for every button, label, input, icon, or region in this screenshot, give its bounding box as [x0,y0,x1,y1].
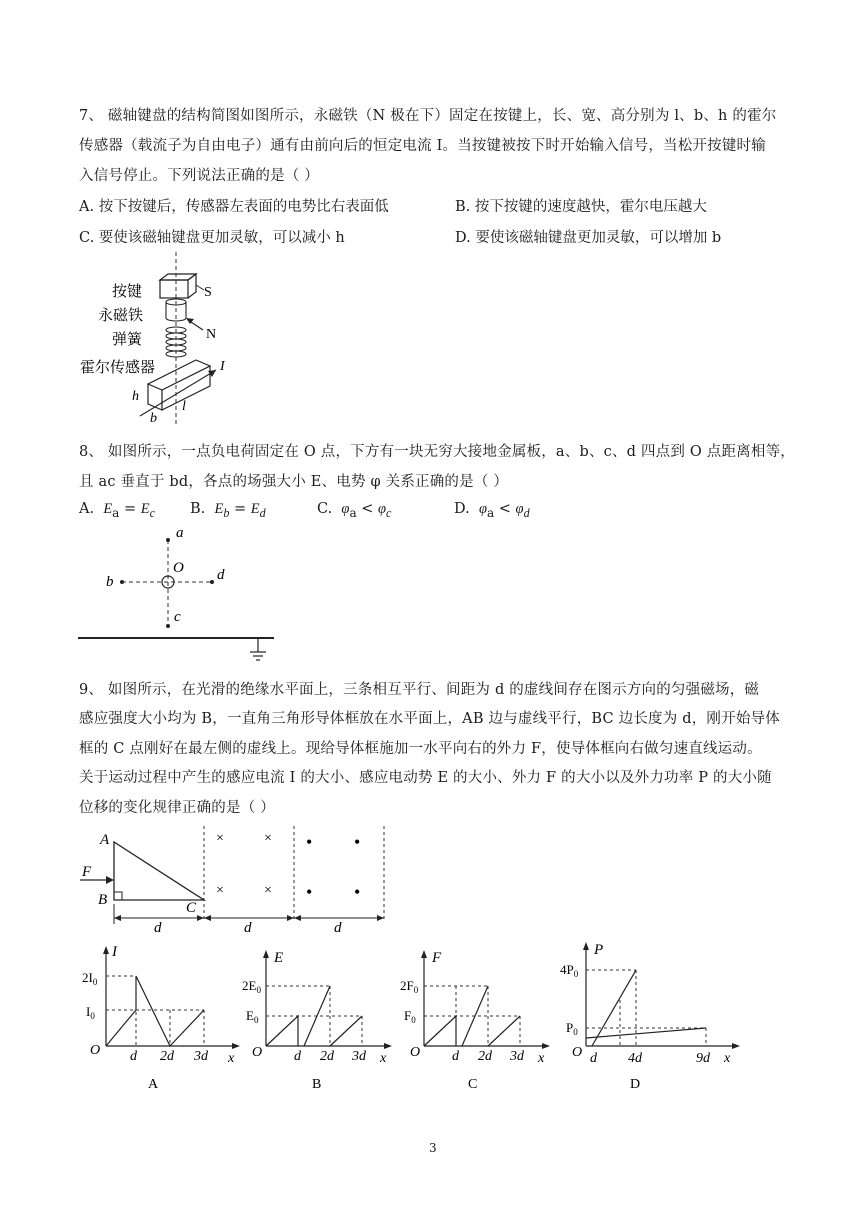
graph-a-mid-label: $I_0$ [86,1004,95,1021]
graph-c-top-label: $2F_0$ [400,978,419,995]
q7-label-n: N [206,327,217,342]
q9-cross-1: × [216,831,224,846]
q9-setup-figure [76,822,396,932]
graph-d-tick-3: 9d [696,1051,710,1066]
graph-c-tick-3: 3d [510,1049,524,1064]
graph-d-origin: O [572,1045,583,1060]
graph-a-x-label: x [228,1051,235,1066]
q7-label-sensor: 霍尔传感器 [80,360,156,376]
q9-graph-a [76,942,246,1092]
q9-dot-1: • [306,832,313,852]
q9-graph-d [560,934,750,1092]
q9-label-a: A [100,832,110,848]
q9-line-4: 关于运动过程中产生的感应电流 I 的大小、感应电动势 E 的大小、外力 F 的大小以及外力功率 P 的大小随 [79,770,772,786]
graph-c-tick-2: 2d [478,1049,492,1064]
graph-b-mid-label: $E_0$ [246,1008,259,1025]
graph-d-axis-label: P [594,942,604,958]
graph-c-tick-1: d [452,1049,459,1064]
q7-label-b: b [150,411,157,426]
q7-label-h: h [132,389,139,404]
graph-b-top-label: $2E_0$ [242,978,261,995]
q7-option-a: A. 按下按键后，传感器左表面的电势比右表面低 [79,199,389,215]
q9-label-d-2: d [244,920,252,932]
q9-cross-4: × [264,883,272,898]
q9-line-2: 感应强度大小均为 B，一直角三角形导体框放在水平面上，AB 边与虚线平行，BC 边长度为 d，刚开始导体 [79,711,780,727]
q7-label-s: S [204,285,212,300]
graph-c-origin: O [410,1045,421,1060]
q8-line-1: 8、 如图所示，一点负电荷固定在 O 点，下方有一块无穷大接地金属板，a、b、c、d 四点到 O 点距离相等， [79,444,795,460]
q9-label-b: B [98,892,108,908]
q9-label-d-1: d [154,920,162,932]
q8-option-c: C. $\varphi_a < \varphi_c$ [317,501,392,520]
graph-a-tick-1: d [130,1049,137,1064]
graph-a-tick-2: 2d [160,1049,174,1064]
q9-line-3: 框的 C 点刚好在最左侧的虚线上。现给导体框施加一水平向右的外力 F，使导体框向右做匀速直线运动。 [79,741,762,757]
q8-option-b: B. $E_b = E_d$ [190,501,266,520]
page-number: 3 [429,1141,437,1155]
q9-line-5: 位移的变化规律正确的是（ ） [79,800,275,816]
q9-cross-3: × [216,883,224,898]
q8-charge-figure [76,520,276,668]
q9-dot-2: • [354,832,361,852]
q7-label-spring: 弹簧 [112,332,143,348]
graph-d-caption: D [630,1077,641,1092]
q8-label-c: c [174,609,181,625]
q7-label-current: I [220,359,225,374]
graph-a-top-label: $2I_0$ [82,970,98,987]
q7-line-2: 传感器（载流子为自由电子）通有由前向后的恒定电流 I。当按键被按下时开始输入信号，当松开按键时输 [79,138,766,154]
q9-label-c: C [186,900,197,916]
graph-d-tick-2: 4d [628,1051,642,1066]
q8-label-b: b [106,574,114,590]
q7-line-3: 入信号停止。下列说法正确的是（ ） [79,168,320,184]
q9-graph-b [238,942,398,1092]
graph-c-x-label: x [538,1051,545,1066]
q9-graph-c [396,942,556,1092]
graph-d-top-label: $4P_0$ [560,962,579,979]
q7-line-1: 7、 磁轴键盘的结构简图如图所示，永磁铁（N 极在下）固定在按键上，长、宽、高分别为 l、b、h 的霍尔 [79,108,777,124]
graph-b-origin: O [252,1045,263,1060]
q9-label-d-3: d [334,920,342,932]
graph-b-tick-2: 2d [320,1049,334,1064]
q8-label-o: O [173,560,184,576]
graph-b-axis-label: E [274,950,284,966]
q7-option-b: B. 按下按键的速度越快，霍尔电压越大 [455,199,707,215]
graph-c-caption: C [468,1077,478,1092]
q7-label-magnet: 永磁铁 [98,308,144,324]
graph-c-mid-label: $F_0$ [404,1008,416,1025]
q9-line-1: 9、 如图所示，在光滑的绝缘水平面上，三条相互平行、间距为 d 的虚线间存在图示方向的匀强磁场，磁 [79,682,760,698]
graph-b-caption: B [312,1077,322,1092]
q8-option-d: D. $\varphi_a < \varphi_d$ [454,501,530,520]
q9-label-f: F [82,864,92,880]
q9-cross-2: × [264,831,272,846]
q7-keyboard-figure [78,252,248,427]
graph-a-tick-3: 3d [194,1049,208,1064]
q7-label-key: 按键 [112,284,143,300]
q8-label-a: a [176,525,184,541]
graph-d-x-label: x [724,1051,731,1066]
q7-option-c: C. 要使该磁轴键盘更加灵敏，可以减小 h [79,230,345,246]
q8-line-2: 且 ac 垂直于 bd，各点的场强大小 E、电势 φ 关系正确的是（ ） [79,474,509,490]
graph-a-origin: O [90,1043,101,1058]
q9-dot-4: • [354,882,361,902]
graph-c-axis-label: F [432,950,442,966]
graph-d-mid-label: $P_0$ [566,1020,578,1037]
graph-b-tick-1: d [294,1049,301,1064]
q8-label-d: d [217,567,225,583]
q9-dot-3: • [306,882,313,902]
q7-label-l: l [182,399,186,414]
graph-b-x-label: x [380,1051,387,1066]
graph-a-axis-label: I [112,944,117,960]
graph-b-tick-3: 3d [352,1049,366,1064]
q8-option-a: A. $E_a = E_c$ [79,501,155,520]
q7-option-d: D. 要使该磁轴键盘更加灵敏，可以增加 b [455,230,722,246]
graph-d-tick-1: d [590,1051,597,1066]
graph-a-caption: A [148,1077,159,1092]
